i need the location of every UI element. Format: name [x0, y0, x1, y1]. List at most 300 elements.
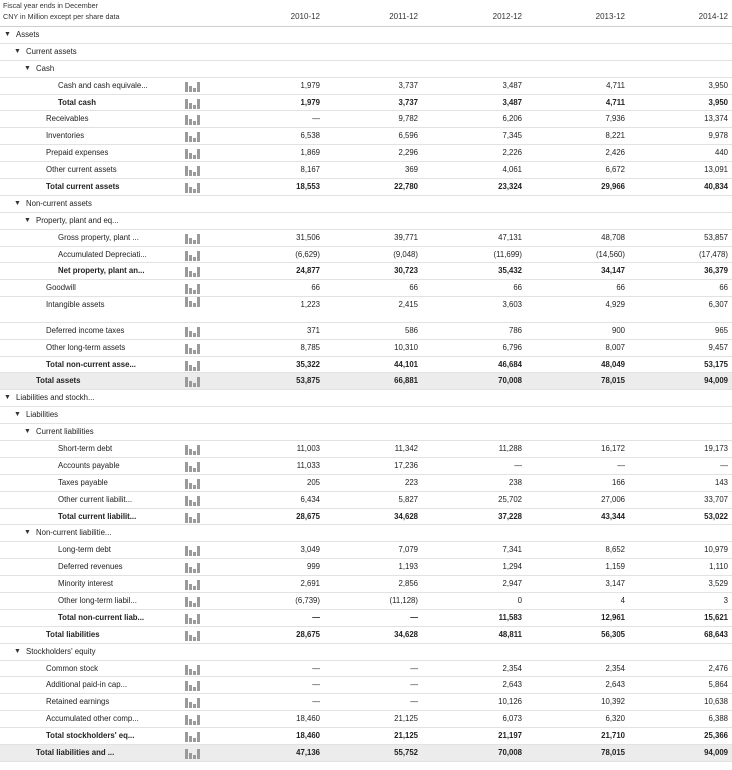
value-cell: 7,345 [502, 131, 522, 141]
section-row[interactable] [0, 390, 732, 407]
value-cell: 30,723 [394, 266, 418, 276]
value-cell: 4 [620, 596, 625, 605]
value-cell: 1,869 [300, 148, 320, 158]
table-row [0, 247, 732, 264]
value-cell: — [720, 460, 728, 470]
fiscal-year-note: Fiscal year ends in December [3, 1, 99, 10]
row-label: Gross property, plant ... [58, 232, 139, 242]
row-label: Deferred revenues [58, 562, 123, 572]
year-header-2011: 2011-12 [389, 12, 418, 21]
value-cell: 3,487 [502, 97, 522, 107]
row-label: Intangible assets [46, 300, 105, 310]
table-row [0, 128, 732, 145]
value-cell: — [312, 680, 320, 690]
value-cell: 1,223 [300, 300, 320, 310]
value-cell: — [617, 460, 625, 470]
value-cell: 27,006 [601, 494, 625, 504]
year-header-2014: 2014-12 [698, 12, 728, 21]
row-label: Other long-term liabil... [58, 596, 137, 605]
value-cell: 3,529 [708, 579, 728, 589]
value-cell: 2,426 [605, 148, 625, 158]
value-cell: 9,978 [708, 131, 728, 141]
mini-bar-chart-icon[interactable] [185, 496, 201, 506]
value-cell: 9,782 [398, 114, 418, 124]
value-cell: 900 [611, 325, 625, 335]
value-cell: 33,707 [704, 494, 728, 504]
value-cell: — [410, 680, 418, 690]
row-label: Total liabilities [46, 629, 100, 639]
section-row[interactable] [0, 213, 732, 230]
triangle-down-icon[interactable]: ▼ [4, 394, 11, 402]
mini-bar-chart-icon[interactable] [185, 183, 201, 193]
currency-note: CNY in Million except per share data [3, 12, 120, 21]
value-cell: 25,702 [498, 494, 522, 504]
table-row [0, 340, 732, 357]
table-row [0, 559, 732, 576]
value-cell: 6,672 [605, 165, 625, 175]
row-label: Current assets [26, 46, 77, 56]
row-label: Taxes payable [58, 477, 108, 487]
value-cell: 66 [311, 283, 320, 293]
value-cell: 21,125 [394, 731, 418, 741]
section-row[interactable] [0, 407, 732, 424]
value-cell: — [312, 612, 320, 622]
value-cell: 25,366 [704, 731, 728, 741]
row-label: Other current liabilit... [58, 494, 133, 504]
value-cell: 68,643 [704, 629, 728, 639]
value-cell: — [514, 460, 522, 470]
value-cell: 12,961 [601, 612, 625, 622]
row-label: Accumulated Depreciati... [58, 249, 147, 259]
value-cell: 39,771 [394, 232, 418, 242]
row-label: Accounts payable [58, 460, 120, 470]
value-cell: 47,136 [296, 748, 320, 758]
value-cell: 21,125 [394, 714, 418, 724]
value-cell: 6,307 [708, 300, 728, 310]
table-row [0, 458, 732, 475]
value-cell: 28,675 [296, 511, 320, 521]
value-cell: 8,221 [605, 131, 625, 141]
table-row [0, 677, 732, 694]
value-cell: 18,553 [296, 182, 320, 192]
value-cell: 46,684 [498, 359, 522, 369]
triangle-down-icon[interactable]: ▼ [24, 216, 31, 224]
value-cell: 2,296 [398, 148, 418, 158]
value-cell: 35,432 [498, 266, 522, 276]
value-cell: 2,354 [502, 663, 522, 673]
value-cell: 3,147 [605, 579, 625, 589]
row-label: Total assets [36, 376, 81, 386]
value-cell: 1,979 [300, 80, 320, 90]
row-label: Cash [36, 63, 55, 73]
mini-bar-chart-icon[interactable] [185, 251, 201, 261]
mini-bar-chart-icon[interactable] [185, 597, 201, 607]
value-cell: 15,621 [704, 612, 728, 622]
value-cell: 3,603 [502, 300, 522, 310]
value-cell: 13,091 [704, 165, 728, 175]
value-cell: 2,856 [398, 579, 418, 589]
value-cell: 48,811 [498, 629, 522, 639]
table-row [0, 542, 732, 559]
table-row [0, 323, 732, 340]
triangle-down-icon[interactable]: ▼ [24, 428, 31, 436]
row-label: Short-term debt [58, 443, 113, 453]
section-row[interactable] [0, 44, 732, 61]
value-cell: — [312, 697, 320, 707]
value-cell: 40,834 [704, 182, 728, 192]
row-label: Total current liabilit... [58, 511, 137, 521]
value-cell: 8,007 [605, 342, 625, 352]
value-cell: 34,147 [601, 266, 625, 276]
value-cell: 4,061 [502, 165, 522, 175]
mini-bar-chart-icon[interactable] [185, 631, 201, 641]
mini-bar-chart-icon[interactable] [185, 479, 201, 489]
row-label: Other long-term assets [46, 342, 126, 352]
year-header-2010: 2010-12 [290, 12, 320, 21]
value-cell: 2,226 [502, 148, 522, 158]
triangle-down-icon[interactable]: ▼ [24, 529, 31, 537]
value-cell: — [410, 612, 418, 622]
mini-bar-chart-icon[interactable] [185, 115, 201, 125]
mini-bar-chart-icon[interactable] [185, 297, 201, 307]
value-cell: 1,193 [398, 562, 418, 572]
table-row [0, 610, 732, 627]
value-cell: 10,392 [601, 697, 625, 707]
row-label: Goodwill [46, 283, 76, 293]
value-cell: 371 [306, 325, 320, 335]
mini-bar-chart-icon[interactable] [185, 361, 201, 371]
triangle-down-icon[interactable]: ▼ [14, 411, 21, 419]
row-label: Cash and cash equivale... [58, 80, 148, 90]
value-cell: 78,015 [601, 748, 625, 758]
table-row [0, 78, 732, 95]
table-row [0, 145, 732, 162]
row-label: Deferred income taxes [46, 325, 125, 335]
row-label: Total non-current liab... [58, 612, 145, 622]
value-cell: 3,737 [398, 80, 418, 90]
value-cell: 11,342 [394, 443, 418, 453]
value-cell: 6,388 [708, 714, 728, 724]
value-cell: 34,628 [394, 511, 418, 521]
mini-bar-chart-icon[interactable] [185, 698, 201, 708]
value-cell: 1,110 [709, 562, 728, 572]
value-cell: 2,476 [708, 663, 728, 673]
row-label: Total liabilities and ... [36, 748, 115, 758]
value-cell: 4,711 [605, 97, 625, 107]
value-cell: 6,320 [605, 714, 625, 724]
value-cell: 23,324 [498, 182, 522, 192]
row-label: Additional paid-in cap... [46, 680, 128, 690]
value-cell: 31,506 [296, 232, 320, 242]
row-label: Accumulated other comp... [46, 714, 139, 724]
value-cell: 53,857 [704, 232, 728, 242]
value-cell: 94,009 [704, 376, 728, 386]
value-cell: 66,881 [394, 376, 418, 386]
mini-bar-chart-icon[interactable] [185, 377, 201, 387]
value-cell: 56,305 [601, 629, 625, 639]
value-cell: 36,379 [704, 266, 728, 276]
table-header [0, 0, 732, 27]
value-cell: 7,079 [398, 545, 418, 555]
value-cell: (6,629) [295, 249, 320, 259]
value-cell: 7,936 [605, 114, 625, 124]
row-label: Inventories [46, 131, 85, 141]
mini-bar-chart-icon[interactable] [185, 563, 201, 573]
value-cell: 8,785 [300, 342, 320, 352]
value-cell: 3,049 [300, 545, 320, 555]
value-cell: 19,173 [704, 443, 728, 453]
value-cell: 48,708 [601, 232, 625, 242]
mini-bar-chart-icon[interactable] [185, 513, 201, 523]
value-cell: 55,752 [394, 748, 418, 758]
value-cell: 7,341 [502, 545, 522, 555]
value-cell: 66 [616, 283, 625, 293]
value-cell: 6,538 [300, 131, 320, 141]
table-body [0, 27, 732, 762]
table-row [0, 694, 732, 711]
table-row [0, 297, 732, 323]
value-cell: 3,950 [708, 97, 728, 107]
mini-bar-chart-icon[interactable] [185, 580, 201, 590]
value-cell: 10,310 [394, 342, 418, 352]
value-cell: 1,979 [300, 97, 320, 107]
value-cell: 10,126 [498, 697, 522, 707]
mini-bar-chart-icon[interactable] [185, 546, 201, 556]
value-cell: 24,877 [296, 266, 320, 276]
value-cell: 35,322 [296, 359, 320, 369]
value-cell: (17,478) [698, 249, 728, 259]
table-row [0, 745, 732, 762]
table-row [0, 475, 732, 492]
value-cell: 6,206 [502, 114, 522, 124]
table-row [0, 593, 732, 610]
value-cell: 21,710 [601, 731, 625, 741]
year-header-2012: 2012-12 [492, 12, 522, 21]
row-label: Non-current assets [26, 198, 92, 208]
value-cell: 11,003 [296, 443, 320, 453]
value-cell: 16,172 [601, 443, 625, 453]
value-cell: 66 [513, 283, 522, 293]
value-cell: 3,950 [708, 80, 728, 90]
mini-bar-chart-icon[interactable] [185, 344, 201, 354]
value-cell: 18,460 [296, 714, 320, 724]
value-cell: 70,008 [498, 376, 522, 386]
value-cell: 6,073 [502, 714, 522, 724]
row-label: Net property, plant an... [58, 266, 145, 276]
value-cell: 3,487 [502, 80, 522, 90]
section-row[interactable] [0, 424, 732, 441]
triangle-down-icon[interactable]: ▼ [24, 64, 31, 72]
row-label: Receivables [46, 114, 89, 124]
row-label: Total current assets [46, 182, 120, 192]
value-cell: 205 [306, 477, 320, 487]
value-cell: — [312, 114, 320, 124]
value-cell: 28,675 [296, 629, 320, 639]
table-row [0, 441, 732, 458]
value-cell: 6,796 [502, 342, 522, 352]
mini-bar-chart-icon[interactable] [185, 327, 201, 337]
value-cell: 10,638 [704, 697, 728, 707]
value-cell: 66 [409, 283, 418, 293]
table-row [0, 162, 732, 179]
value-cell: 47,131 [498, 232, 522, 242]
mini-bar-chart-icon[interactable] [185, 234, 201, 244]
value-cell: 29,966 [601, 182, 625, 192]
section-row[interactable] [0, 27, 732, 44]
row-label: Total non-current asse... [46, 359, 136, 369]
row-label: Common stock [46, 663, 98, 673]
value-cell: 586 [404, 325, 418, 335]
value-cell: (11,699) [493, 249, 522, 259]
section-row[interactable] [0, 525, 732, 542]
mini-bar-chart-icon[interactable] [185, 749, 201, 759]
section-row[interactable] [0, 196, 732, 213]
row-label: Retained earnings [46, 697, 110, 707]
table-row [0, 492, 732, 509]
row-label: Minority interest [58, 579, 114, 589]
triangle-down-icon[interactable]: ▼ [4, 31, 11, 38]
mini-bar-chart-icon[interactable] [185, 445, 201, 455]
value-cell: (6,739) [295, 596, 320, 605]
value-cell: (11,128) [389, 596, 418, 605]
triangle-down-icon[interactable]: ▼ [14, 199, 21, 207]
mini-bar-chart-icon[interactable] [185, 284, 201, 294]
value-cell: 11,288 [498, 443, 522, 453]
row-label: Total cash [58, 97, 96, 107]
mini-bar-chart-icon[interactable] [185, 99, 201, 109]
value-cell: 13,374 [704, 114, 728, 124]
mini-bar-chart-icon[interactable] [185, 715, 201, 725]
value-cell: 5,827 [398, 494, 418, 504]
value-cell: 238 [508, 477, 522, 487]
value-cell: 78,015 [601, 376, 625, 386]
value-cell: 18,460 [296, 731, 320, 741]
value-cell: 143 [714, 477, 728, 487]
value-cell: — [410, 663, 418, 673]
value-cell: 786 [508, 325, 522, 335]
value-cell: 2,415 [398, 300, 418, 310]
value-cell: — [410, 697, 418, 707]
table-row [0, 509, 732, 526]
value-cell: 440 [714, 148, 728, 158]
value-cell: 70,008 [498, 748, 522, 758]
value-cell: 34,628 [394, 629, 418, 639]
value-cell: 11,033 [296, 460, 320, 470]
table-row [0, 627, 732, 644]
value-cell: 5,864 [708, 680, 728, 690]
table-row [0, 263, 732, 280]
row-label: Non-current liabilitie... [36, 528, 112, 538]
mini-bar-chart-icon[interactable] [185, 614, 201, 624]
value-cell: 2,947 [502, 579, 522, 589]
row-label: Other current assets [46, 165, 117, 175]
mini-bar-chart-icon[interactable] [185, 132, 201, 142]
mini-bar-chart-icon[interactable] [185, 665, 201, 675]
value-cell: (14,560) [595, 249, 625, 259]
value-cell: — [312, 663, 320, 673]
table-row [0, 95, 732, 112]
mini-bar-chart-icon[interactable] [185, 166, 201, 176]
row-label: Liabilities [26, 410, 59, 420]
value-cell: 0 [517, 596, 522, 605]
row-label: Current liabilities [36, 427, 94, 437]
table-row [0, 711, 732, 728]
value-cell: 21,197 [498, 731, 522, 741]
value-cell: 43,344 [601, 511, 625, 521]
section-row[interactable] [0, 644, 732, 661]
row-label: Liabilities and stockh... [16, 393, 95, 403]
value-cell: 9,457 [708, 342, 728, 352]
value-cell: 369 [404, 165, 418, 175]
year-header-2013: 2013-12 [595, 12, 625, 21]
value-cell: 999 [306, 562, 320, 572]
value-cell: 94,009 [704, 748, 728, 758]
value-cell: 1,159 [605, 562, 625, 572]
value-cell: 6,434 [300, 494, 320, 504]
table-row [0, 576, 732, 593]
value-cell: 223 [404, 477, 418, 487]
row-label: Prepaid expenses [46, 148, 109, 158]
value-cell: 8,167 [300, 165, 320, 175]
triangle-down-icon[interactable]: ▼ [14, 647, 21, 655]
row-label: Total stockholders' eq... [46, 731, 135, 741]
value-cell: 2,354 [605, 663, 625, 673]
row-label: Assets [16, 30, 40, 39]
triangle-down-icon[interactable]: ▼ [14, 47, 21, 55]
value-cell: 37,228 [498, 511, 522, 521]
table-row [0, 179, 732, 196]
row-label: Stockholders' equity [26, 646, 96, 656]
value-cell: 11,583 [498, 612, 522, 622]
value-cell: 2,691 [300, 579, 320, 589]
mini-bar-chart-icon[interactable] [185, 681, 201, 691]
value-cell: 166 [611, 477, 625, 487]
table-row [0, 111, 732, 128]
table-row [0, 357, 732, 374]
value-cell: 965 [714, 325, 728, 335]
table-row [0, 230, 732, 247]
value-cell: 1,294 [502, 562, 522, 572]
row-label: Property, plant and eq... [36, 215, 119, 225]
value-cell: 53,022 [704, 511, 728, 521]
mini-bar-chart-icon[interactable] [185, 149, 201, 159]
value-cell: 3,737 [398, 97, 418, 107]
value-cell: 6,596 [398, 131, 418, 141]
value-cell: 66 [719, 283, 728, 293]
value-cell: 8,652 [605, 545, 625, 555]
row-label: Long-term debt [58, 545, 111, 555]
value-cell: 4,929 [605, 300, 625, 310]
mini-bar-chart-icon[interactable] [185, 732, 201, 742]
value-cell: 2,643 [605, 680, 625, 690]
mini-bar-chart-icon[interactable] [185, 267, 201, 277]
mini-bar-chart-icon[interactable] [185, 82, 201, 92]
value-cell: 53,875 [296, 376, 320, 386]
value-cell: 44,101 [394, 359, 418, 369]
value-cell: 3 [723, 596, 728, 605]
mini-bar-chart-icon[interactable] [185, 462, 201, 472]
table-row [0, 661, 732, 678]
value-cell: (9,048) [393, 249, 418, 259]
table-row [0, 728, 732, 745]
value-cell: 2,643 [502, 680, 522, 690]
value-cell: 48,049 [601, 359, 625, 369]
value-cell: 10,979 [704, 545, 728, 555]
value-cell: 53,175 [704, 359, 728, 369]
value-cell: 4,711 [606, 80, 625, 90]
section-row[interactable] [0, 61, 732, 78]
value-cell: 22,780 [394, 182, 418, 192]
